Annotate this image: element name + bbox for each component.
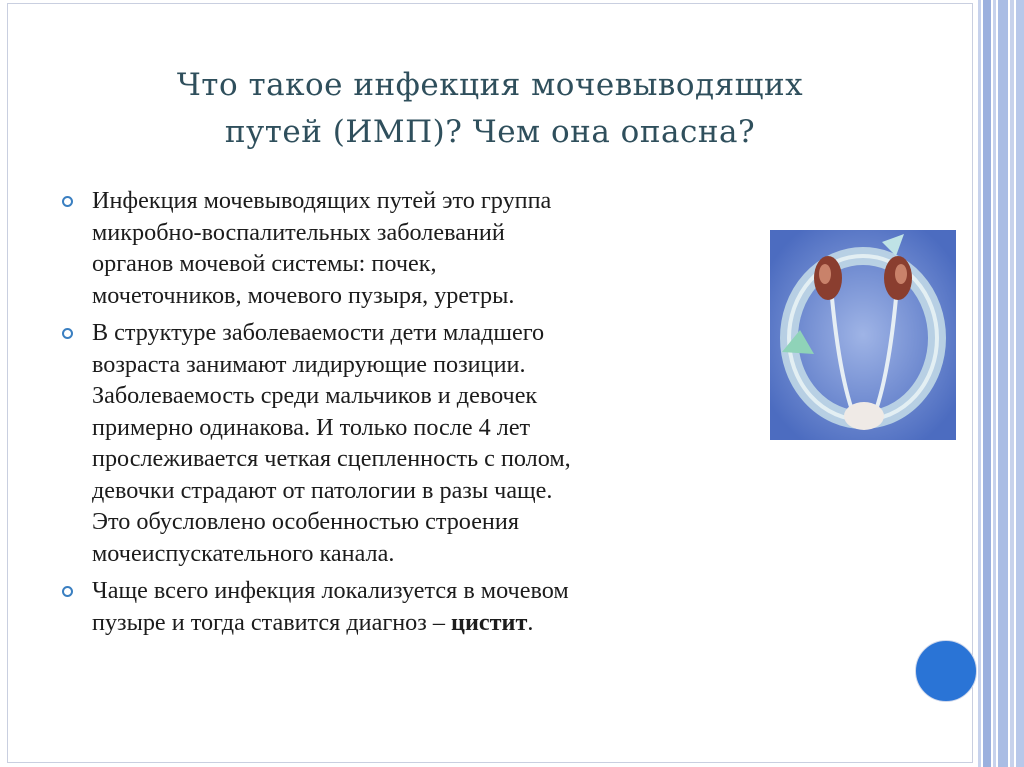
- bullet-marker-icon: [62, 196, 73, 207]
- decorative-circle: [915, 640, 977, 702]
- bullet-list: [62, 185, 762, 644]
- urinary-system-illustration: [770, 230, 956, 440]
- title-line-2: путей (ИМП)? Чем она опасна?: [224, 114, 756, 150]
- bullet-2-line-2: возраста занимают лидирующие позиции.: [92, 350, 526, 378]
- bullet-1-line-1: Инфекция мочевыводящих путей это группа: [92, 187, 552, 214]
- bullet-2-line-6: девочки страдают от патологии в разы чаще.: [92, 476, 553, 504]
- bullet-marker-icon: [62, 586, 73, 597]
- bullet-item-incidence: [62, 317, 762, 569]
- bullet-2-line-7: Это обусловлено особенностью строения: [92, 508, 519, 535]
- bullet-2-line-3: Заболеваемость среди мальчиков и девочек: [92, 382, 538, 409]
- bullet-3-line-2-text: пузыре и тогда ставится диагноз –: [92, 608, 452, 636]
- bullet-item-definition: [62, 185, 762, 311]
- bullet-1-line-3: органов мочевой системы: почек,: [92, 250, 437, 277]
- bullet-2-line-8: мочеиспускательного канала.: [92, 539, 395, 567]
- urinary-system-icon: [770, 230, 956, 440]
- title-line-1: Что такое инфекция мочевыводящих: [176, 67, 804, 103]
- bullet-3-line-2: [92, 607, 762, 639]
- bullet-2-line-4: примерно одинакова. И только после 4 лет: [92, 413, 531, 441]
- bullet-1-line-2: микробно-воспалительных заболеваний: [92, 218, 505, 246]
- bullet-marker-icon: [62, 328, 73, 339]
- bullet-item-cystitis: [62, 575, 762, 638]
- bullet-2-line-5: прослеживается четкая сцепленность с полом,: [92, 445, 571, 472]
- bullet-1-line-4: мочеточников, мочевого пузыря, уретры.: [92, 281, 515, 309]
- diagnosis-term: цистит: [451, 608, 528, 636]
- bullet-3-line-1: Чаще всего инфекция локализуется в мочевом: [92, 577, 569, 604]
- bullet-2-line-1: В структуре заболеваемости дети младшего: [92, 319, 545, 346]
- slide-title: [60, 62, 920, 156]
- decorative-side-stripes: [978, 0, 1024, 767]
- bullet-3-line-2-end: .: [527, 608, 534, 636]
